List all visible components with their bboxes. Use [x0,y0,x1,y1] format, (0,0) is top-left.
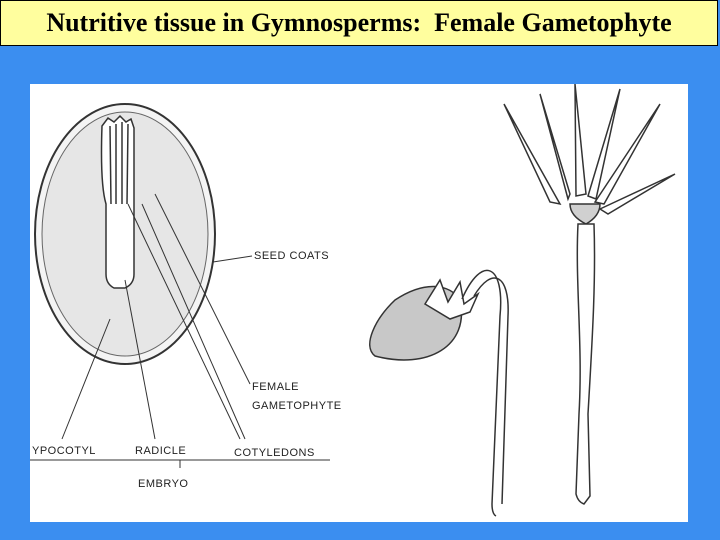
label-radicle: RADICLE [135,445,187,457]
title-bar [0,0,718,46]
label-female: FEMALE [252,381,300,393]
seedling-drawing [504,84,675,504]
label-hypocotyl: YPOCOTYL [32,445,96,457]
label-seed-coats: SEED COATS [254,250,330,262]
label-gametophyte: GAMETOPHYTE [252,400,342,412]
label-embryo: EMBRYO [138,478,189,490]
label-cotyledons: COTYLEDONS [234,447,315,459]
diagram-panel [30,84,688,522]
seed-germination-diagram [30,84,688,522]
slide-title: Nutritive tissue in Gymnosperms: Female Gametophyte [46,8,672,37]
germinating-seed-drawing [370,270,508,516]
embryo-drawing [102,116,135,288]
